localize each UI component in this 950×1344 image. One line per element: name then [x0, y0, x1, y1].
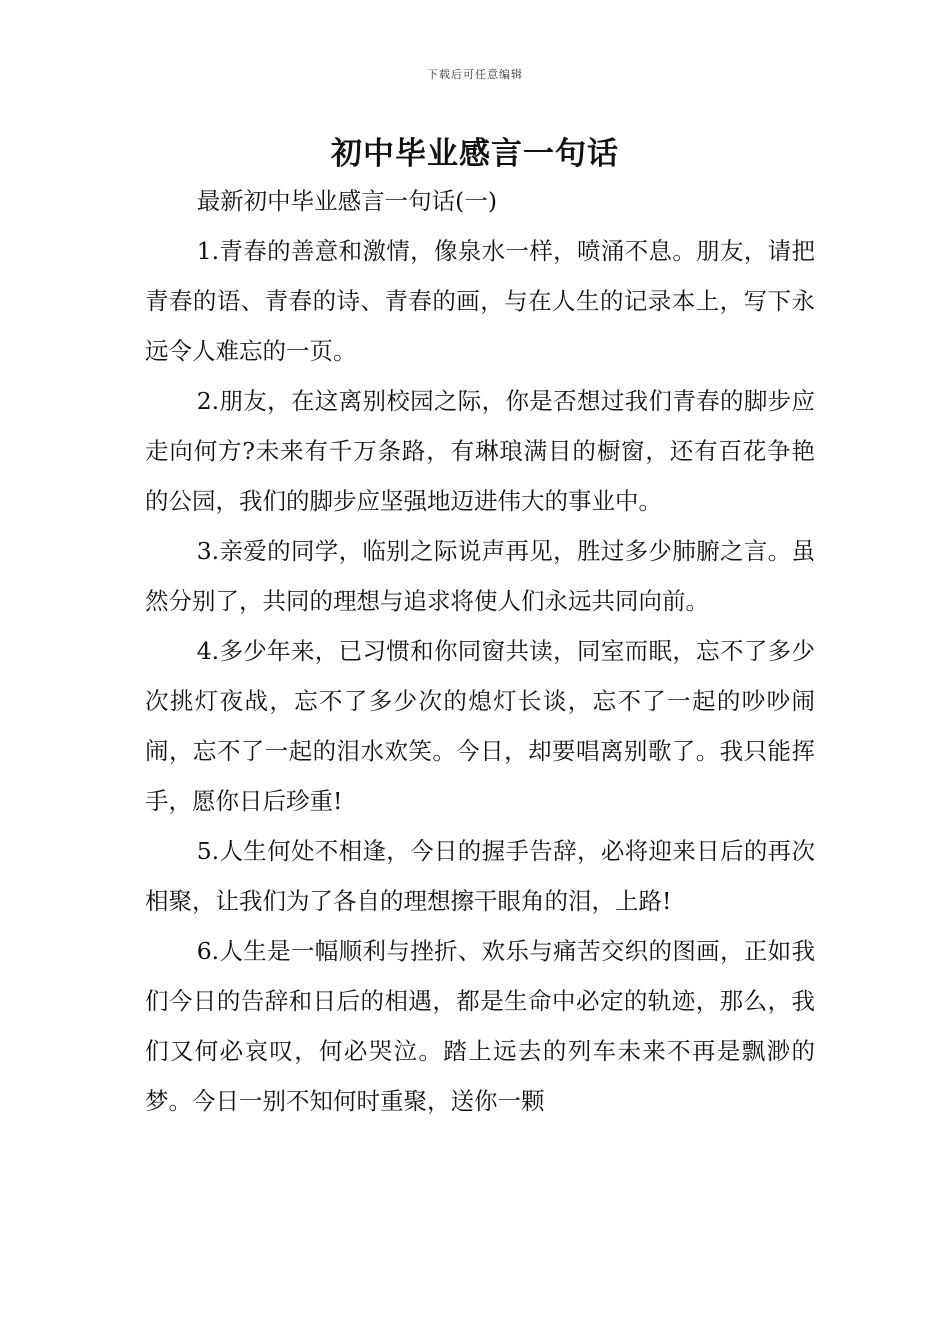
paragraph-2: 2.朋友，在这离别校园之际，你是否想过我们青春的脚步应走向何方?未来有千万条路，有琳琅满目的橱窗，还有百花争艳的公园，我们的脚步应坚强地迈进伟大的事业中。 [145, 387, 815, 515]
header-note: 下载后可任意编辑 [427, 68, 523, 81]
paragraph-5: 5.人生何处不相逢，今日的握手告辞，必将迎来日后的再次相聚，让我们为了各自的理想擦干眼角的泪，上路! [145, 837, 815, 915]
paragraph-4: 4.多少年来，已习惯和你同窗共读，同室而眠，忘不了多少次挑灯夜战，忘不了多少次的熄灯长谈，忘不了一起的吵吵闹闹，忘不了一起的泪水欢笑。今日，却要唱离别歌了。我只能挥手，愿你日后珍重! [145, 637, 815, 815]
paragraph-3: 3.亲爱的同学，临别之际说声再见，胜过多少肺腑之言。虽然分别了，共同的理想与追求将使人们永远共同向前。 [145, 537, 815, 615]
paragraph-1: 1.青春的善意和激情，像泉水一样，喷涌不息。朋友，请把青春的语、青春的诗、青春的画，与在人生的记录本上，写下永远令人难忘的一页。 [145, 237, 815, 365]
document-body [145, 176, 815, 1126]
section-subtitle: 最新初中毕业感言一句话(一) [196, 187, 498, 215]
paragraph-6: 6.人生是一幅顺利与挫折、欢乐与痛苦交织的图画，正如我们今日的告辞和日后的相遇，都是生命中必定的轨迹，那么，我们又何必哀叹，何必哭泣。踏上远去的列车未来不再是飘渺的梦。今日一别不知何时重聚，送你一颗 [145, 937, 815, 1115]
page-title: 初中毕业感言一句话 [331, 136, 619, 172]
